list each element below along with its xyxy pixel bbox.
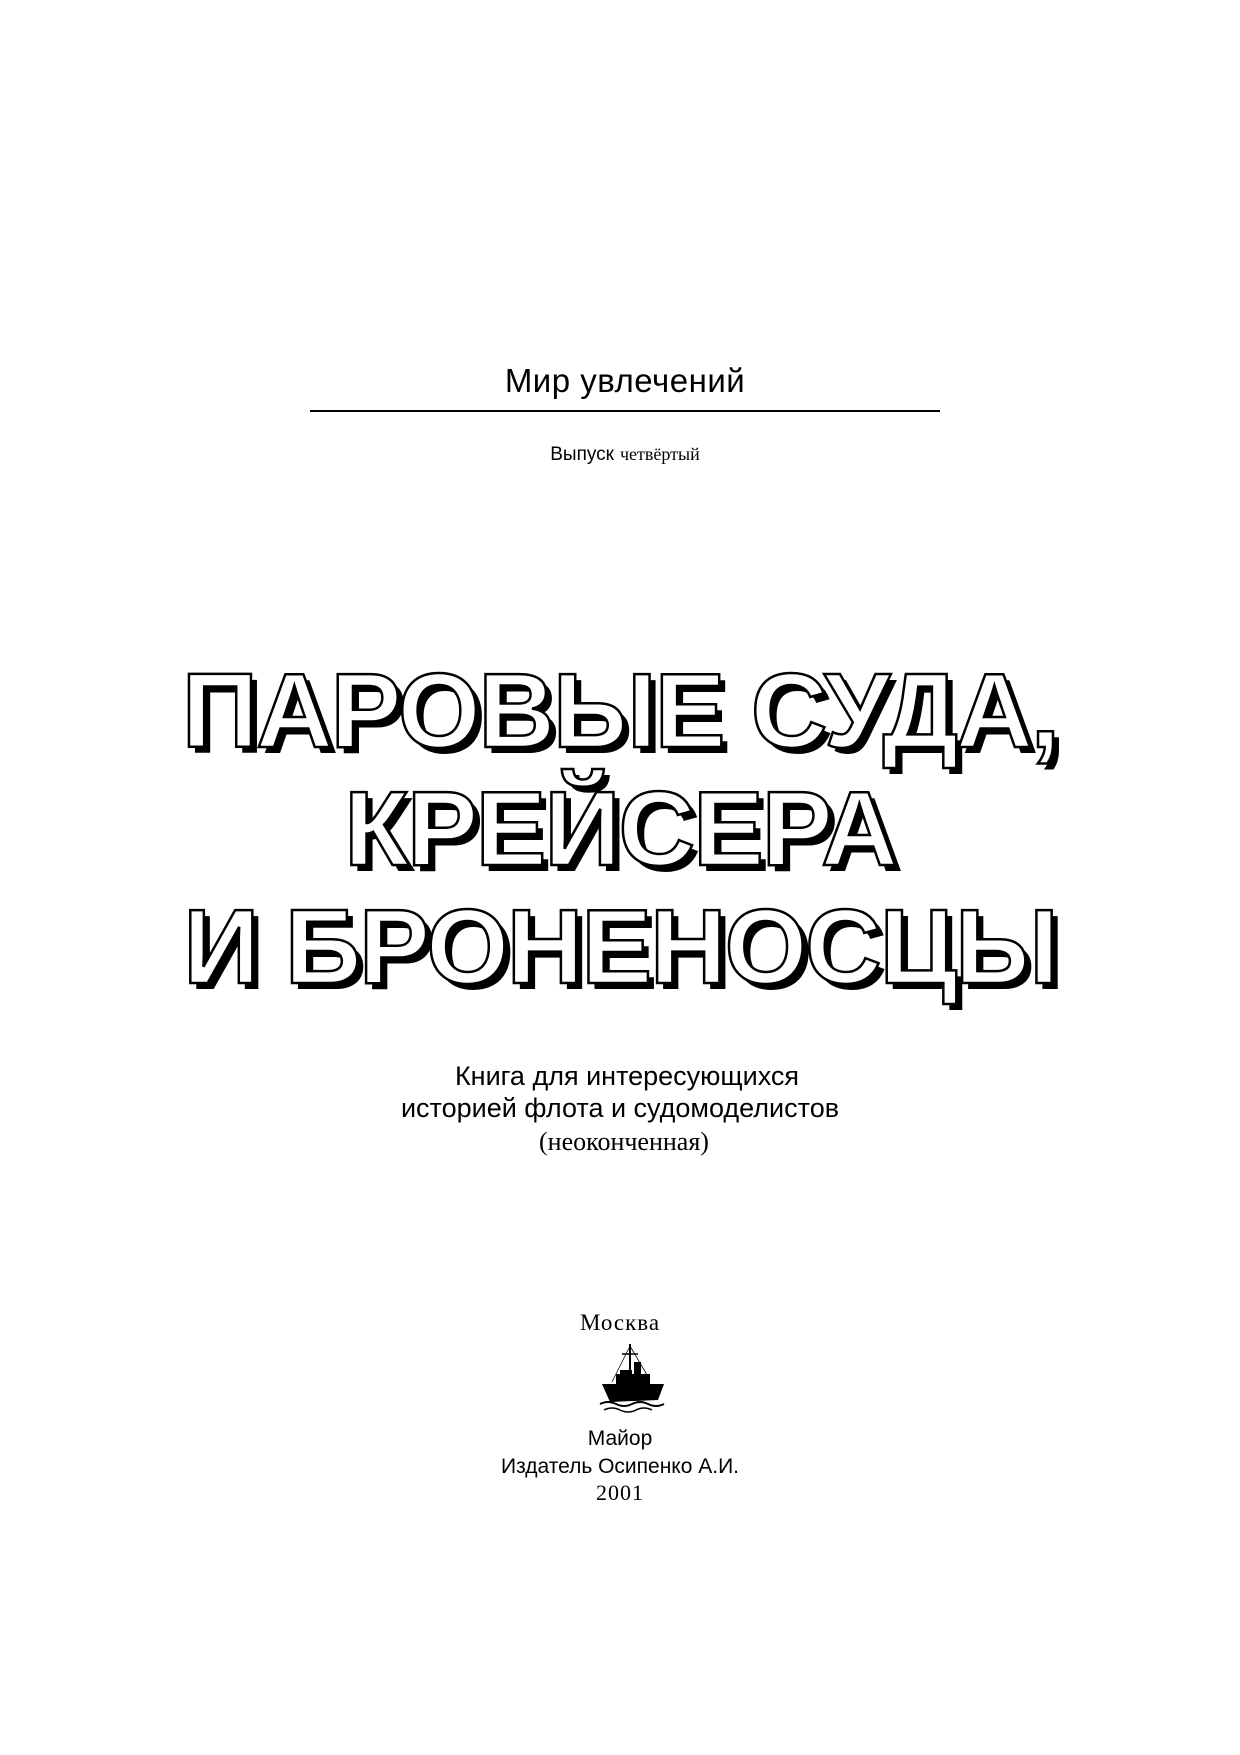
issue-label: Выпуск: [550, 444, 614, 465]
publication-city: Москва: [579, 1310, 661, 1335]
publisher: [400, 1425, 840, 1481]
issue-number: четвёртый: [619, 444, 700, 464]
subtitle-line-1: Книга для интересующихся: [454, 1061, 800, 1091]
book-title-line-2: КРЕЙСЕРА: [344, 770, 896, 888]
book-title: [100, 652, 1140, 1006]
series-title: Мир увлечений: [504, 362, 746, 399]
publisher-person: Издатель Осипенко А.И.: [500, 1455, 740, 1478]
issue-line: [310, 444, 940, 466]
book-title-line-1: ПАРОВЫЕ СУДА,: [181, 652, 1059, 770]
publisher-name: Майор: [587, 1427, 653, 1450]
publication-year: 2001: [596, 1480, 644, 1505]
subtitle-line-2: историей флота и судомоделистов: [400, 1093, 840, 1123]
book-subtitle: [200, 1060, 1040, 1158]
series-divider: [310, 410, 940, 412]
steamship-logo-icon: [598, 1340, 668, 1420]
subtitle-note: (неоконченная): [539, 1127, 709, 1156]
book-title-line-3: И БРОНЕНОСЦЫ: [183, 888, 1057, 1006]
